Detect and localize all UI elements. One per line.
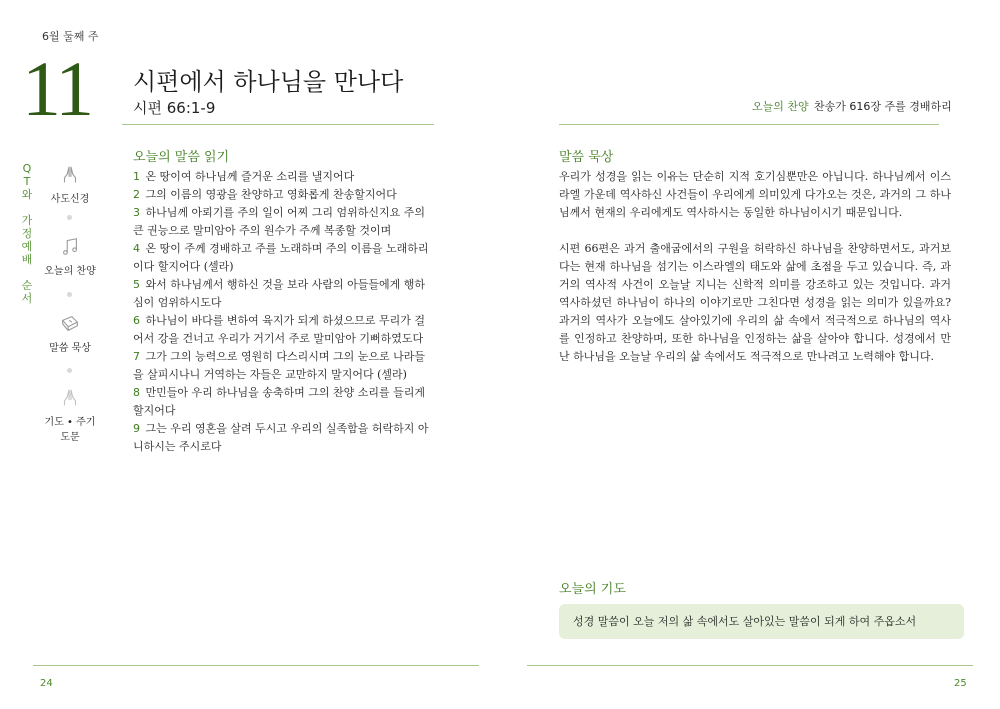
verse xyxy=(133,276,435,312)
verse-number: 8 xyxy=(133,386,140,399)
step-meditation xyxy=(40,313,100,354)
verse-text: 그의 이름의 영광을 찬양하고 영화롭게 찬송할지어다 xyxy=(145,188,397,201)
verse-text: 하나님이 바다를 변하여 육지가 되게 하셨으므로 무리가 걸어서 강을 건너고 우리가 거기서 주로 말미암아 기뻐하였도다 xyxy=(133,314,425,345)
page-number-right: 25 xyxy=(954,678,967,689)
verse-text: 온 땅이 주께 경배하고 주를 노래하며 주의 이름을 노래하리이다 할지어다 (셀라) xyxy=(133,242,429,273)
verse xyxy=(133,186,435,204)
vertical-char: T xyxy=(23,175,31,188)
meditation-heading: 말씀 묵상 xyxy=(559,150,614,165)
verse xyxy=(133,168,435,186)
page-number-left: 24 xyxy=(40,678,53,689)
step-dot xyxy=(67,368,72,373)
verse-number: 2 xyxy=(133,188,140,201)
vertical-char: 서 xyxy=(21,292,33,305)
verse-number: 7 xyxy=(133,350,140,363)
verse xyxy=(133,420,435,456)
step-label: 오늘의 찬양 xyxy=(44,266,96,277)
prayer-box: 성경 말씀이 오늘 저의 삶 속에서도 살아있는 말씀이 되게 하여 주옵소서 xyxy=(559,604,964,639)
hymn-label: 오늘의 찬양 xyxy=(752,100,809,113)
praying-hands-icon xyxy=(59,164,81,186)
verse-number: 4 xyxy=(133,242,140,255)
step-prayer xyxy=(40,387,100,443)
meditation-paragraph: 우리가 성경을 읽는 이유는 단순히 지적 호기심뿐만은 아닙니다. 하나님께서 이스라엘 가운데 역사하신 사건들이 우리에게 의미있게 다가오는 것은, 과거의 그 하나님께서 현재의 우리에게도 역사하시는 동일한 하나님이시기 때문입니다. xyxy=(559,170,951,219)
bible-icon xyxy=(59,313,81,335)
day-number: 11 xyxy=(22,45,92,132)
vertical-char: 순 xyxy=(21,279,33,292)
verse xyxy=(133,384,435,420)
step-label: 사도신경 xyxy=(50,194,90,205)
step-hymn xyxy=(40,236,100,277)
music-note-icon xyxy=(59,236,81,258)
page-title: 시편에서 하나님을 만나다 xyxy=(133,68,404,96)
verse xyxy=(133,312,435,348)
hymn-value: 찬송가 616장 주를 경배하리 xyxy=(814,100,952,113)
vertical-char: 정 xyxy=(21,227,33,240)
footer-rule-right xyxy=(527,665,973,666)
meditation-body xyxy=(559,168,951,384)
step-label: 기도 • 주기도문 xyxy=(44,417,96,443)
week-label: 6월 둘째 주 xyxy=(42,30,99,43)
verse-text: 와서 하나님께서 행하신 것을 보라 사람의 아들들에게 행하심이 엄위하시도다 xyxy=(133,278,425,309)
step-label: 말씀 묵상 xyxy=(49,343,91,354)
verse-text: 그가 그의 능력으로 영원히 다스리시며 그의 눈으로 나라들을 살피시나니 거역하는 자들은 교만하지 말지어다 (셀라) xyxy=(133,350,425,381)
scripture-verses xyxy=(133,168,435,456)
vertical-char: Q xyxy=(22,162,32,175)
header-rule-left xyxy=(122,124,434,125)
verse xyxy=(133,240,435,276)
verse xyxy=(133,348,435,384)
verse-number: 5 xyxy=(133,278,140,291)
vertical-gap xyxy=(20,266,34,279)
footer-rule-left xyxy=(33,665,479,666)
meditation-paragraph: 시편 66편은 과거 출애굽에서의 구원을 허락하신 하나님을 찬양하면서도, 과거보다는 현재 하나님을 섬기는 이스라엘의 태도와 삶에 초점을 두고 있습니다. 즉, 과거의 역사적 사건이 오늘날 지니는 신학적 의미를 강조하고 있는 것입니다. 과거 역사하셨던 하나님이 하나의 이야기로만 그친다면 성경을 읽는 의미가 있을까요? 과거의 역사가 오늘에도 살아있기에 우리의 삶 속에서 적극적으로 하나님의 역사를 인정하고 찬양하며, 또한 하나님을 인정하는 삶을 살아야 합니다. 성경에서 만난 하나님을 오늘날 우리의 삶 속에서도 적극적으로 만나려고 노력해야 합니다. xyxy=(559,242,951,363)
header-rule-right xyxy=(559,124,939,125)
verse-number: 3 xyxy=(133,206,140,219)
prayer-heading: 오늘의 기도 xyxy=(559,582,626,597)
verse-number: 6 xyxy=(133,314,140,327)
verse-text: 그는 우리 영혼을 살려 두시고 우리의 실족함을 허락하지 아니하시는 주시로다 xyxy=(133,422,429,453)
vertical-char: 예 xyxy=(21,240,33,253)
verse xyxy=(133,204,435,240)
verse-number: 9 xyxy=(133,422,140,435)
vertical-char: 와 xyxy=(21,188,33,201)
vertical-char: 가 xyxy=(21,214,33,227)
verse-number: 1 xyxy=(133,170,140,183)
praying-hands-icon xyxy=(59,387,81,409)
step-dot xyxy=(67,292,72,297)
verse-text: 만민들아 우리 하나님을 송축하며 그의 찬양 소리를 들리게 할지어다 xyxy=(133,386,425,417)
reading-heading: 오늘의 말씀 읽기 xyxy=(133,150,230,165)
vertical-char: 배 xyxy=(21,253,33,266)
qt-order-vertical-label xyxy=(20,162,34,305)
step-creed xyxy=(40,164,100,205)
scripture-reference: 시편 66:1-9 xyxy=(133,99,216,117)
verse-text: 온 땅이여 하나님께 즐거운 소리를 낼지어다 xyxy=(145,170,355,183)
step-dot xyxy=(67,215,72,220)
verse-text: 하나님께 아뢰기를 주의 일이 어찌 그리 엄위하신지요 주의 큰 권능으로 말미암아 주의 원수가 주께 복종할 것이며 xyxy=(133,206,425,237)
vertical-gap xyxy=(20,201,34,214)
